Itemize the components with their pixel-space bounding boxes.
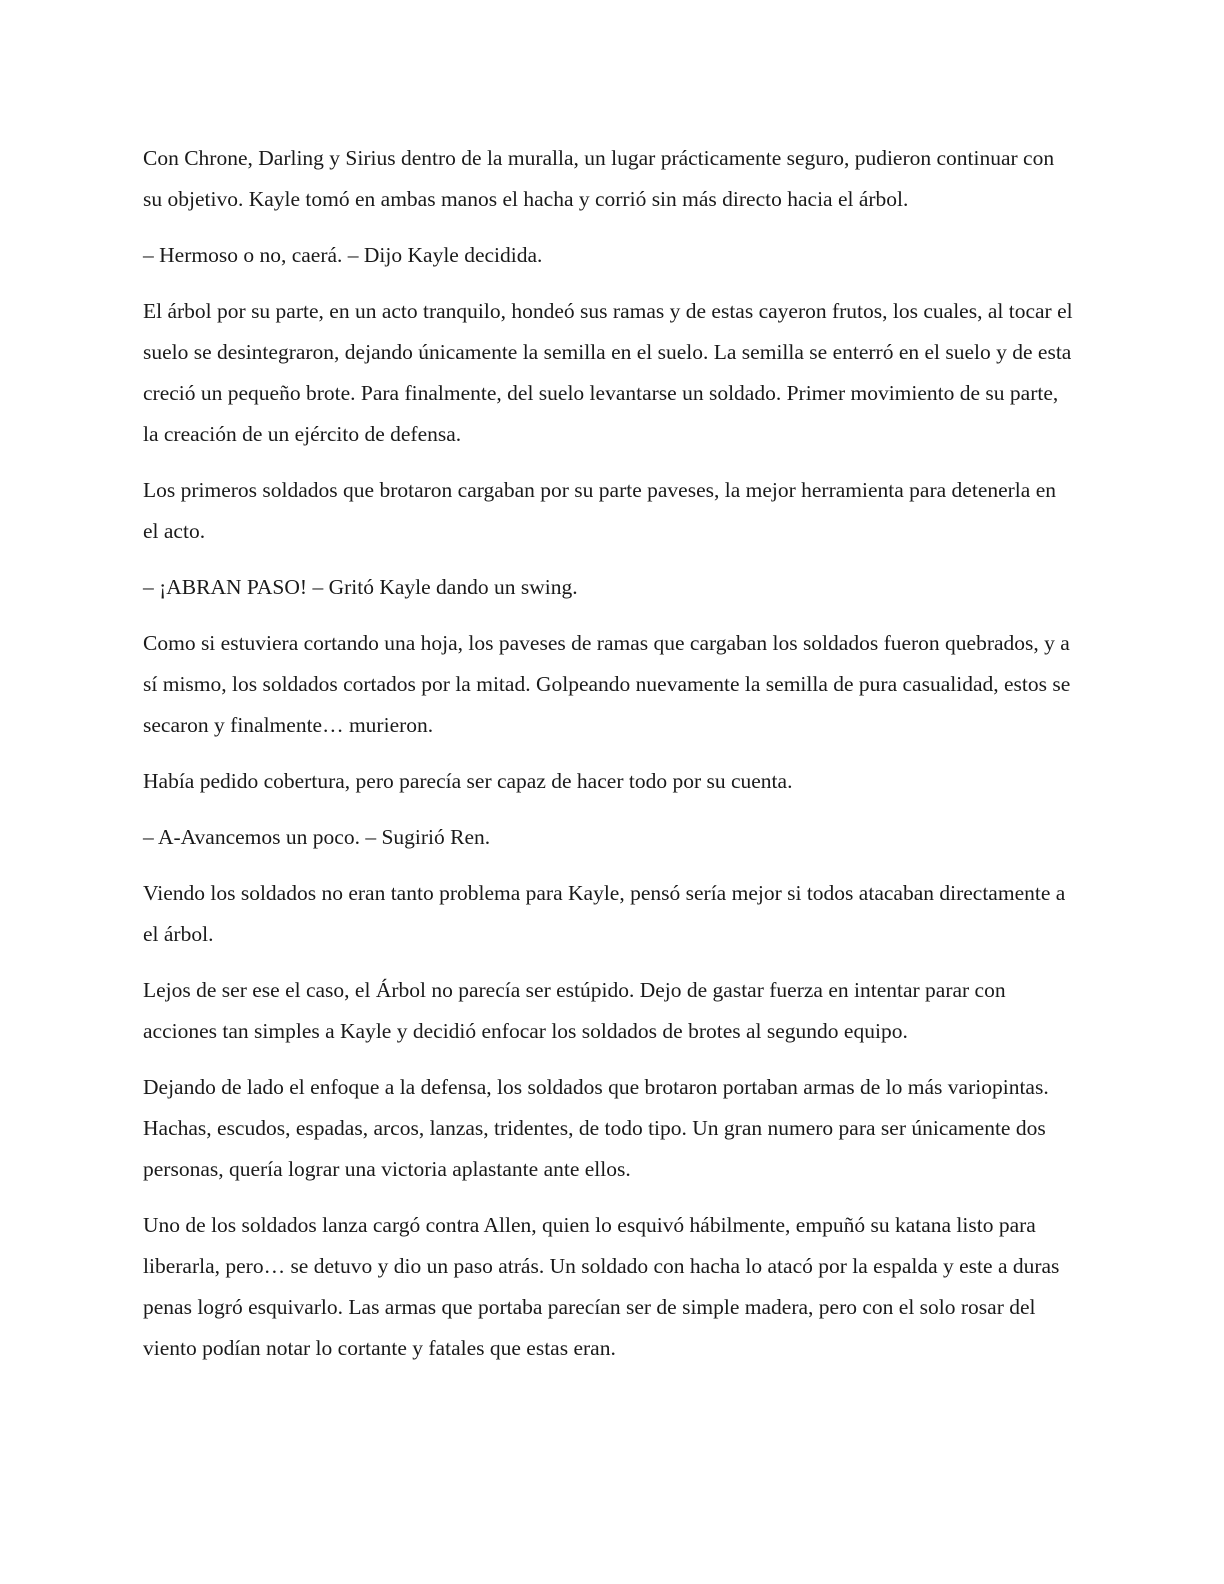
paragraph-12: Uno de los soldados lanza cargó contra Allen, quien lo esquivó hábilmente, empuñó su katana listo para liberarla, pero… se detuvo y dio un paso atrás. Un soldado con hacha lo atacó por la espalda y este a duras penas logró esquivarlo. Las armas que portaba parecían ser de simple madera, pero con el solo rosar del viento podían notar lo cortante y fatales que estas eran.: [143, 1213, 1060, 1360]
paragraph-9: Viendo los soldados no eran tanto problema para Kayle, pensó sería mejor si todos atacaban directamente a el árbol.: [143, 881, 1066, 946]
paragraph-7: Había pedido cobertura, pero parecía ser capaz de hacer todo por su cuenta.: [143, 769, 793, 793]
paragraph-8: – A-Avancemos un poco. – Sugirió Ren.: [143, 825, 491, 849]
paragraph-11: Dejando de lado el enfoque a la defensa, los soldados que brotaron portaban armas de lo más variopintas. Hachas, escudos, espadas, arcos, lanzas, tridentes, de todo tipo. Un gran numero para ser únicamente dos personas, quería lograr una victoria aplastante ante ellos.: [143, 1075, 1049, 1181]
paragraph-4: Los primeros soldados que brotaron cargaban por su parte paveses, la mejor herramienta para detenerla en el acto.: [143, 478, 1056, 543]
paragraph-10: Lejos de ser ese el caso, el Árbol no parecía ser estúpido. Dejo de gastar fuerza en intentar parar con acciones tan simples a Kayle y decidió enfocar los soldados de brotes al segundo equipo.: [143, 978, 1006, 1043]
paragraph-5: – ¡ABRAN PASO! – Gritó Kayle dando un swing.: [143, 575, 578, 599]
paragraph-1: Con Chrone, Darling y Sirius dentro de la muralla, un lugar prácticamente seguro, pudieron continuar con su objetivo. Kayle tomó en ambas manos el hacha y corrió sin más directo hacia el árbol.: [143, 146, 1055, 211]
paragraph-3: El árbol por su parte, en un acto tranquilo, hondeó sus ramas y de estas cayeron frutos, los cuales, al tocar el suelo se desintegraron, dejando únicamente la semilla en el suelo. La semilla se enterró en el suelo y de esta creció un pequeño brote. Para finalmente, del suelo levantarse un soldado. Primer movimiento de su parte, la creación de un ejército de defensa.: [143, 299, 1073, 446]
paragraph-2: – Hermoso o no, caerá. – Dijo Kayle decidida.: [143, 243, 543, 267]
paragraph-6: Como si estuviera cortando una hoja, los paveses de ramas que cargaban los soldados fueron quebrados, y a sí mismo, los soldados cortados por la mitad. Golpeando nuevamente la semilla de pura casualidad, estos se secaron y finalmente… murieron.: [143, 631, 1071, 737]
